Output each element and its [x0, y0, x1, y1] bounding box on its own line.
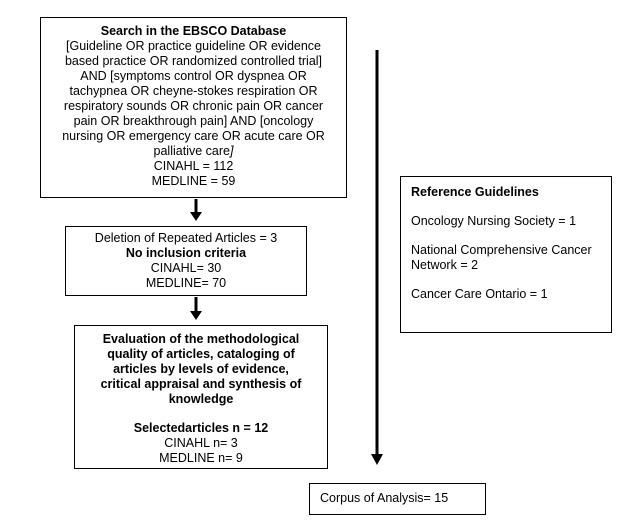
- evaluation-box: [74, 325, 328, 469]
- arrow-search-to-deletion: [190, 199, 202, 221]
- query-line: AND [symptoms control OR dyspnea OR: [80, 69, 307, 83]
- corpus-box: [309, 483, 486, 515]
- evaluation-cinahl-count: CINAHL n= 3: [164, 436, 238, 450]
- deletion-box: [65, 226, 307, 296]
- reference-guidelines-box: [400, 176, 612, 333]
- spacer: [81, 407, 321, 421]
- query-last-bracket: ]: [229, 144, 234, 158]
- evaluation-title-line: quality of articles, cataloging of: [107, 347, 295, 361]
- search-cinahl-count: CINAHL = 112: [153, 159, 234, 173]
- reference-item: Cancer Care Ontario = 1: [411, 287, 548, 301]
- evaluation-title-line: knowledge: [168, 392, 234, 406]
- evaluation-title-line: Evaluation of the methodological: [102, 332, 300, 346]
- search-title: Search in the EBSCO Database: [100, 24, 287, 38]
- query-line: [Guideline OR practice guideline OR evidence: [66, 39, 321, 53]
- evaluation-title-line: critical appraisal and synthesis of: [100, 377, 302, 391]
- query-line: nursing OR emergency care OR acute care OR: [62, 129, 325, 143]
- deletion-cinahl-count: CINAHL= 30: [150, 261, 222, 275]
- deletion-medline-count: MEDLINE= 70: [145, 276, 227, 290]
- query-line: based practice OR randomized controlled trial]: [64, 54, 323, 68]
- search-box: [40, 17, 347, 198]
- deletion-repeated: Deletion of Repeated Articles = 3: [94, 231, 278, 245]
- arrow-deletion-to-evaluation: [190, 297, 202, 320]
- evaluation-medline-count: MEDLINE n= 9: [159, 451, 243, 465]
- reference-item: Oncology Nursing Society = 1: [411, 214, 577, 228]
- query-last-text: palliative care: [153, 144, 230, 158]
- deletion-no-inclusion: No inclusion criteria: [125, 246, 247, 260]
- query-line: pain OR breakthrough pain] AND [oncology: [73, 114, 314, 128]
- reference-title: Reference Guidelines: [411, 185, 539, 199]
- corpus-label: Corpus of Analysis= 15: [320, 491, 449, 505]
- reference-item: National Comprehensive Cancer Network = 2: [411, 243, 592, 272]
- selected-articles: Selectedarticles n = 12: [133, 421, 269, 435]
- query-line: respiratory sounds OR chronic pain OR cancer: [63, 99, 324, 113]
- query-last-line: [47, 144, 340, 159]
- search-medline-count: MEDLINE = 59: [151, 174, 236, 188]
- arrow-to-corpus: [371, 50, 383, 465]
- query-line: tachypnea OR cheyne-stokes respiration OR: [69, 84, 318, 98]
- evaluation-title-line: articles by levels of evidence,: [113, 362, 289, 376]
